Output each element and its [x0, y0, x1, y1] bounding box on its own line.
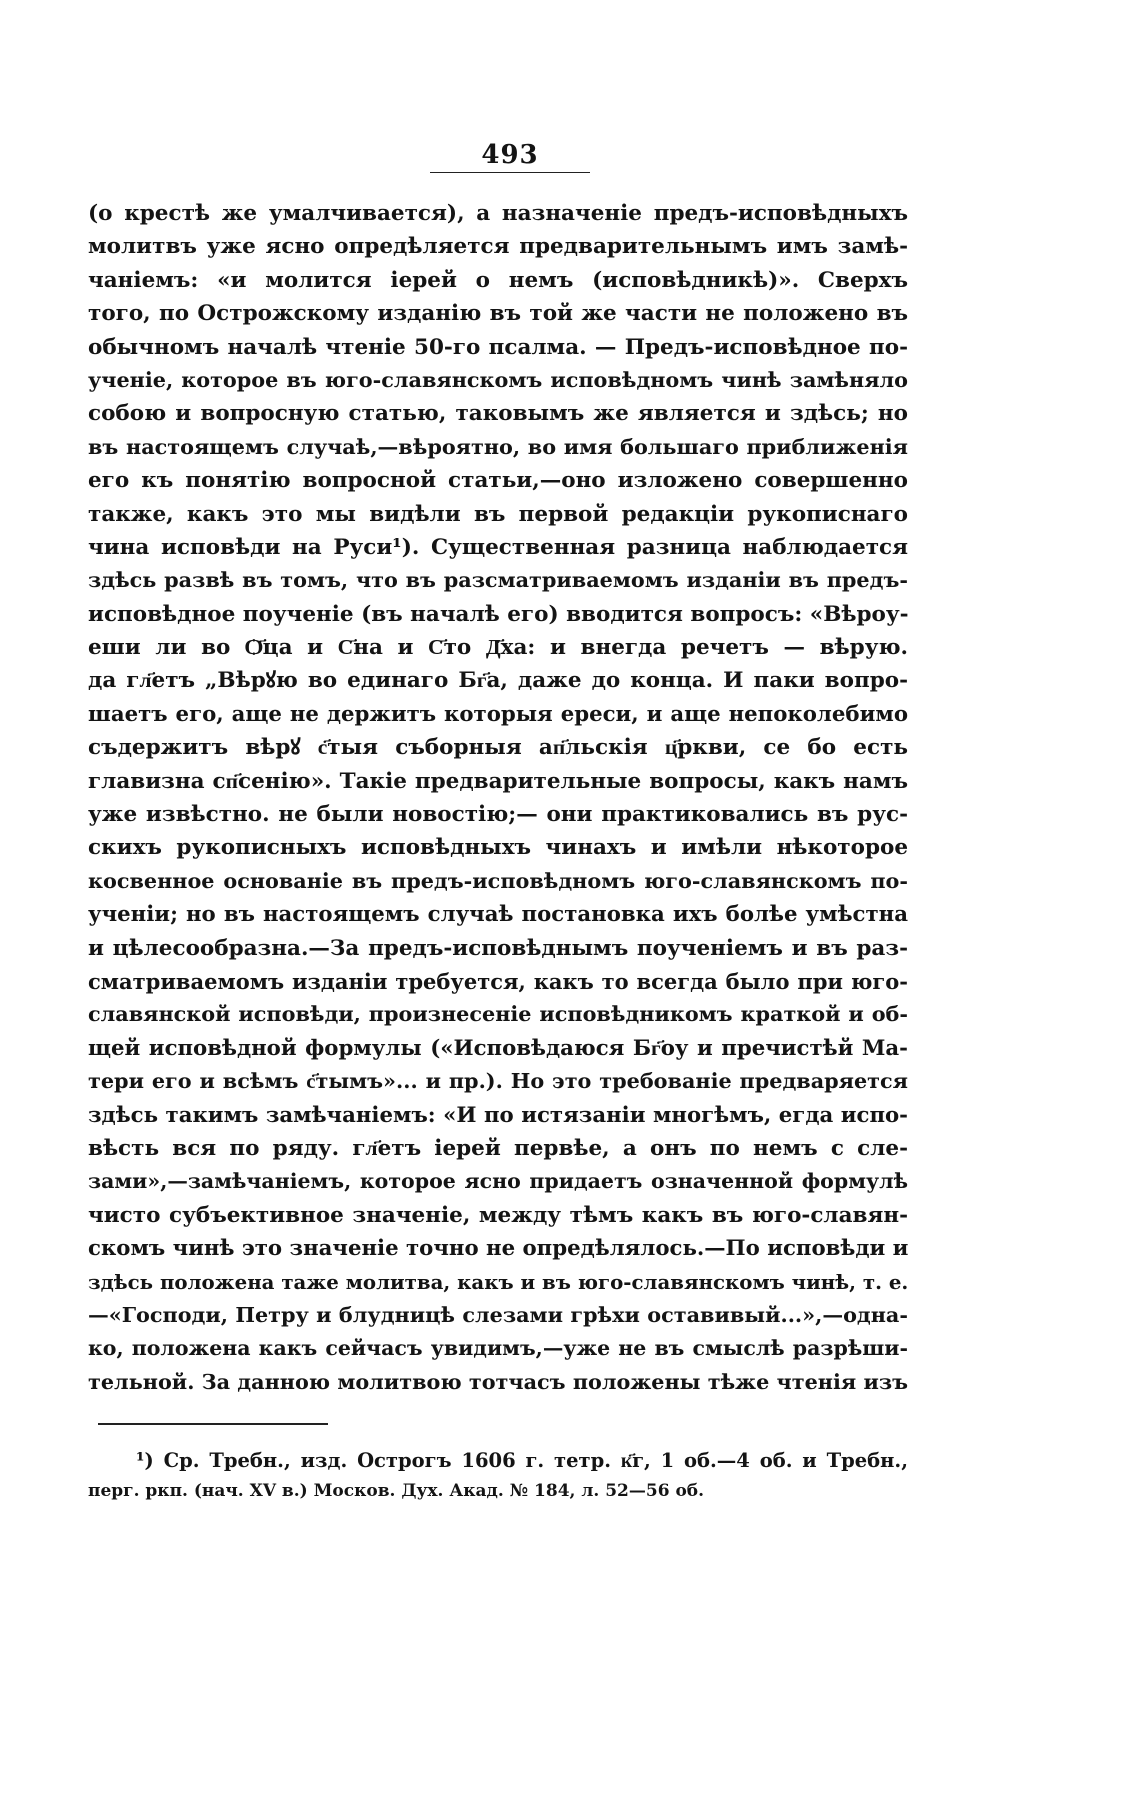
- footnotes: [88, 1445, 908, 1507]
- text-line: тери его и всѣмъ с҃тымъ»... и пр.). Но это требованіе предваряется: [88, 1069, 908, 1094]
- text-line: косвенное основаніе въ предъ-исповѣдномъ юго-славянскомъ по-: [88, 868, 908, 893]
- text-line: сматриваемомъ изданіи требуется, какъ то всегда было при юго-: [88, 968, 908, 994]
- text-line: здѣсь такимъ замѣчаніемъ: «И по истязаніи многѣмъ, егда испо-: [88, 1102, 908, 1128]
- text-line: ученіи; но въ настоящемъ случаѣ постановка ихъ болѣе умѣстна: [88, 902, 908, 928]
- text-line: главизна сп҃сенію». Такіе предварительные вопросы, какъ намъ: [88, 768, 908, 794]
- body-text: [88, 197, 908, 1399]
- text-line: вѣсть вся по ряду. гл҃етъ іерей первѣе, а онъ по немъ с сле-: [88, 1135, 908, 1161]
- text-line: чина исповѣди на Руси¹). Существенная разница наблюдается: [88, 534, 908, 560]
- text-line: съдержитъ вѣрꙋ с҃тыя съборныя ап҃льскія ц҃ркви, се бо есть: [88, 735, 908, 761]
- text-line: тельной. За данною молитвою тотчасъ положены тѣже чтенія изъ: [88, 1369, 908, 1394]
- footnote-rule: [98, 1423, 328, 1425]
- text-line: здѣсь развѣ въ томъ, что въ разсматриваемомъ изданіи въ предъ-: [88, 568, 908, 593]
- text-line: здѣсь положена таже молитва, какъ и въ юго-славянскомъ чинѣ, т. е.: [88, 1269, 909, 1294]
- text-line: молитвъ уже ясно опредѣляется предварительнымъ имъ замѣ-: [88, 234, 908, 260]
- text-line: чисто субъективное значеніе, между тѣмъ какъ въ юго-славян-: [88, 1202, 908, 1228]
- text-line: скомъ чинѣ это значеніе точно не опредѣлялось.—По исповѣди и: [88, 1236, 909, 1262]
- page-content: [88, 140, 908, 1507]
- text-line: славянской исповѣди, произнесеніе исповѣдникомъ краткой и об-: [88, 1002, 908, 1027]
- text-line: ко, положена какъ сейчасъ увидимъ,—уже не въ смыслѣ разрѣши-: [88, 1336, 908, 1361]
- text-line: его къ понятію вопросной статьи,—оно изложено совершенно: [88, 468, 908, 494]
- text-line: (о крестѣ же умалчивается), а назначеніе предъ-исповѣдныхъ: [88, 201, 908, 226]
- text-line: того, по Острожскому изданію въ той же части не положено въ: [88, 301, 908, 327]
- text-line: чаніемъ: «и молится іерей о немъ (исповѣдникѣ)». Сверхъ: [88, 267, 908, 293]
- text-line: собою и вопросную статью, таковымъ же является и здѣсь; но: [88, 401, 908, 427]
- text-line: да гл҃етъ „Вѣрꙋю во единаго Бг҃а, даже до конца. И паки вопро-: [88, 668, 908, 694]
- text-line: зами»,—замѣчаніемъ, которое ясно придаетъ означенной формулѣ: [88, 1169, 908, 1194]
- text-line: скихъ рукописныхъ исповѣдныхъ чинахъ и имѣли нѣкоторое: [88, 835, 908, 861]
- text-line: и цѣлесообразна.—За предъ-исповѣднымъ поученіемъ и въ раз-: [88, 935, 908, 961]
- text-line: —«Господи, Петру и блудницѣ слезами грѣхи оставивый...»,—одна-: [88, 1302, 908, 1327]
- text-line: еши ли во Ѻ҃ца и С҃на и С҃то Д҃ха: и внегда речетъ — вѣрую.: [88, 635, 908, 661]
- text-line: также, какъ это мы видѣли въ первой редакціи рукописнаго: [88, 501, 908, 527]
- text-line: ученіе, которое въ юго-славянскомъ исповѣдномъ чинѣ замѣняло: [88, 367, 908, 392]
- text-line: обычномъ началѣ чтеніе 50-го псалма. — Предъ-исповѣдное по-: [88, 334, 908, 360]
- text-line: шаетъ его, аще не держитъ которыя ереси, и аще непоколебимо: [88, 701, 908, 727]
- text-line: щей исповѣдной формулы («Исповѣдаюся Бг҃оу и пречистѣй Ма-: [88, 1035, 908, 1061]
- text-line: исповѣдное поученіе (въ началѣ его) вводится вопросъ: «Вѣроу-: [88, 601, 909, 627]
- page-number: 493: [430, 140, 590, 173]
- text-line: уже извѣстно. не были новостію;— они практиковались въ рус-: [88, 802, 908, 828]
- text-line: въ настоящемъ случаѣ,—вѣроятно, во имя большаго приближенія: [88, 434, 908, 459]
- footnote-line: ¹) Ср. Требн., изд. Острогъ 1606 г. тетр. к҃г, 1 об.—4 об. и Требн.,: [136, 1449, 908, 1473]
- footnote-line: перг. ркп. (нач. XV в.) Москов. Дух. Акад. № 184, л. 52—56 об.: [88, 1481, 705, 1502]
